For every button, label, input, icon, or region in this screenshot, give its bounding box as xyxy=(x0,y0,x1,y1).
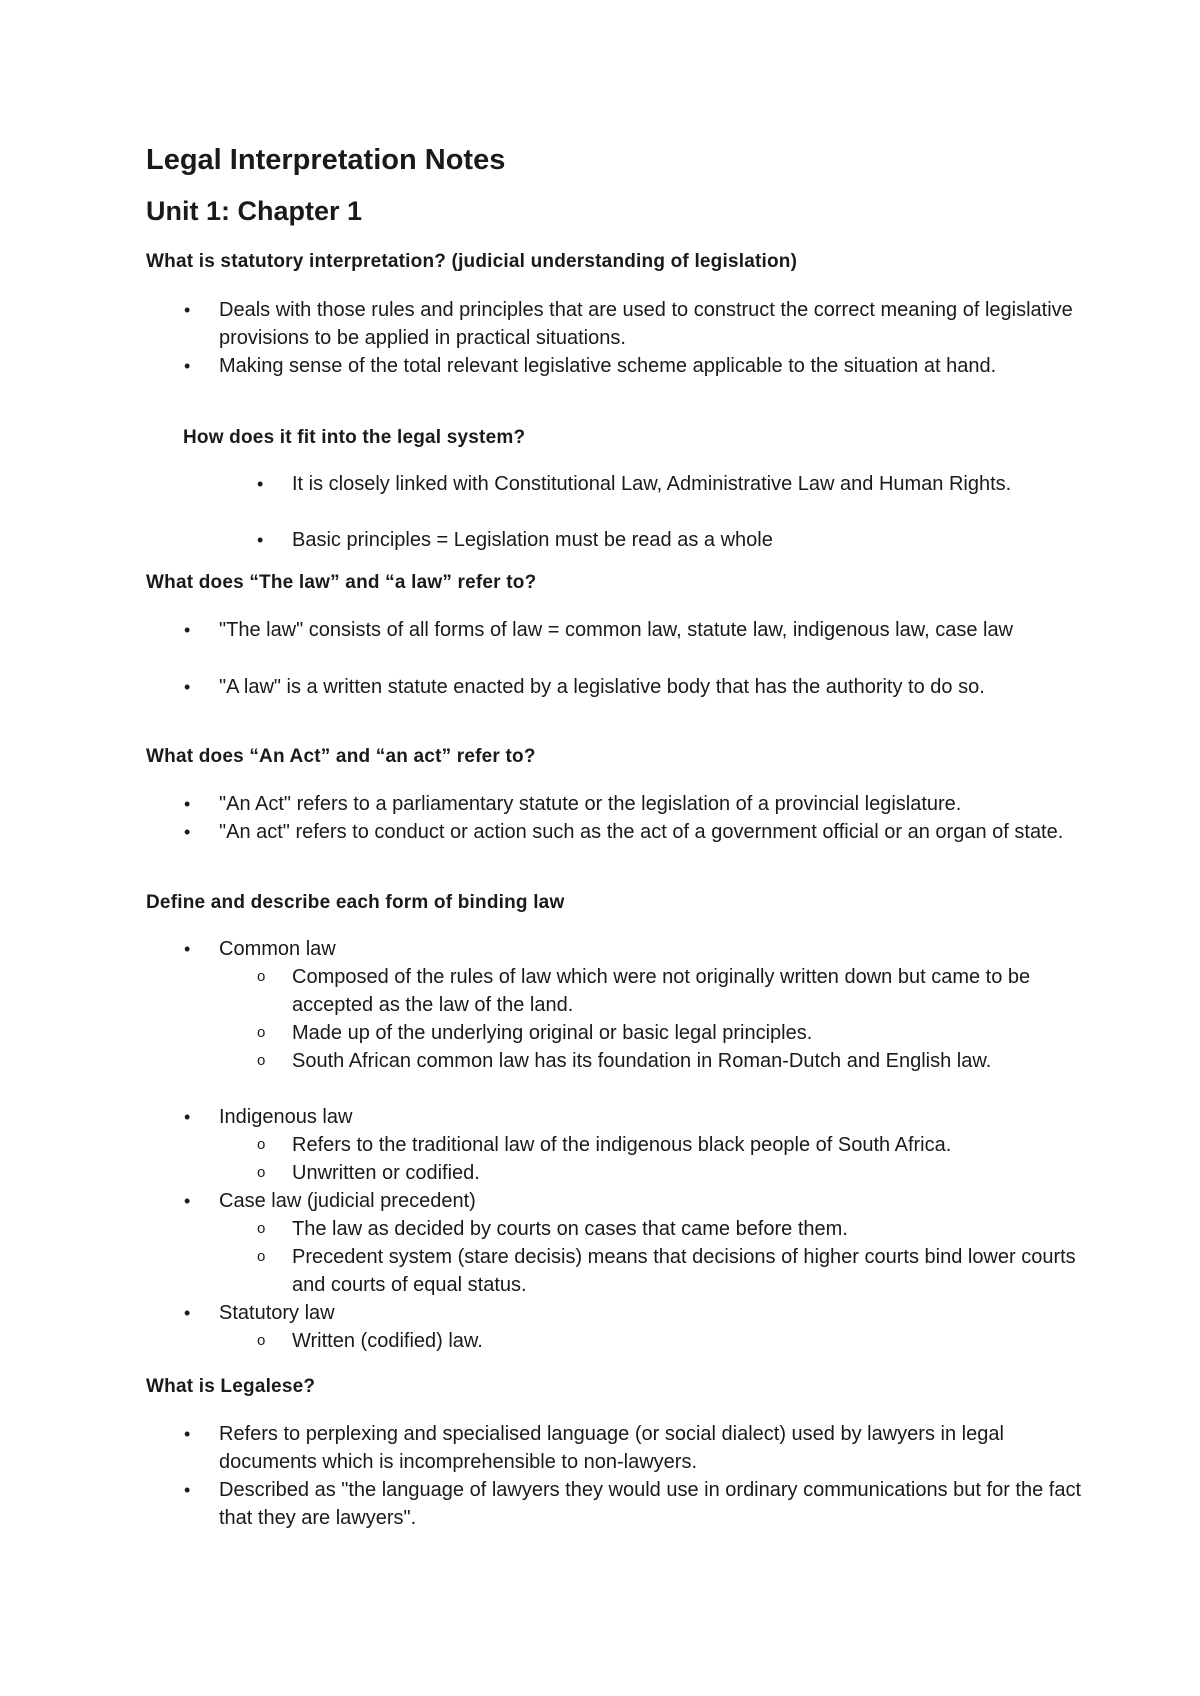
list-item: Common law xyxy=(219,938,336,960)
list-item: Case law (judicial precedent) xyxy=(219,1190,476,1212)
list-item: Deals with those rules and principles that are used to construct the correct meaning of legislative provisions to be applied in practical situations. xyxy=(219,299,1073,349)
sub-list-item: Precedent system (stare decisis) means that decisions of higher courts bind lower courts and courts of equal status. xyxy=(292,1246,1076,1296)
section-heading-legalese: What is Legalese? xyxy=(146,1376,316,1397)
list-item: Statutory law xyxy=(219,1302,335,1324)
bullet-icon: • xyxy=(257,530,264,550)
bullet-icon: • xyxy=(184,356,191,376)
section-heading-binding: Define and describe each form of binding law xyxy=(146,892,565,913)
sub-list-item: Unwritten or codified. xyxy=(292,1162,480,1184)
bullet-icon: • xyxy=(184,300,191,320)
section-heading-the-law: What does “The law” and “a law” refer to? xyxy=(146,572,537,593)
sub-list-item: South African common law has its foundation in Roman-Dutch and English law. xyxy=(292,1050,992,1072)
list-item: Basic principles = Legislation must be read as a whole xyxy=(292,529,773,551)
bullet-icon: • xyxy=(184,1480,191,1500)
section-heading-statutory: What is statutory interpretation? (judicial understanding of legislation) xyxy=(146,251,798,272)
bullet-icon: • xyxy=(184,1191,191,1211)
bullet-icon: • xyxy=(184,822,191,842)
sub-bullet-icon: o xyxy=(257,968,266,985)
sub-list-item: Refers to the traditional law of the indigenous black people of South Africa. xyxy=(292,1134,952,1156)
bullet-icon: • xyxy=(184,794,191,814)
bullet-icon: • xyxy=(184,677,191,697)
section-heading-fit: How does it fit into the legal system? xyxy=(183,427,526,448)
sub-bullet-icon: o xyxy=(257,1248,266,1265)
sub-bullet-icon: o xyxy=(257,1332,266,1349)
bullet-icon: • xyxy=(184,620,191,640)
list-item: "A law" is a written statute enacted by a legislative body that has the authority to do so. xyxy=(219,676,985,698)
sub-list-item: Written (codified) law. xyxy=(292,1330,483,1352)
list-item: Refers to perplexing and specialised language (or social dialect) used by lawyers in legal documents which is incomprehensible to non-lawyers. xyxy=(219,1423,1004,1473)
sub-bullet-icon: o xyxy=(257,1024,266,1041)
sub-bullet-icon: o xyxy=(257,1136,266,1153)
bullet-icon: • xyxy=(184,1303,191,1323)
document-subtitle: Unit 1: Chapter 1 xyxy=(146,196,363,226)
sub-bullet-icon: o xyxy=(257,1220,266,1237)
list-item: Indigenous law xyxy=(219,1106,353,1128)
list-item: Described as "the language of lawyers they would use in ordinary communications but for the fact that they are lawyers". xyxy=(219,1479,1082,1529)
list-item: "The law" consists of all forms of law = common law, statute law, indigenous law, case law xyxy=(219,619,1014,641)
sub-list-item: Composed of the rules of law which were not originally written down but came to be accepted as the law of the land. xyxy=(292,966,1031,1016)
list-item: Making sense of the total relevant legislative scheme applicable to the situation at hand. xyxy=(219,355,997,377)
bullet-icon: • xyxy=(257,474,264,494)
document-title: Legal Interpretation Notes xyxy=(146,144,506,176)
sub-list-item: Made up of the underlying original or basic legal principles. xyxy=(292,1022,813,1044)
bullet-icon: • xyxy=(184,1424,191,1444)
sub-bullet-icon: o xyxy=(257,1052,266,1069)
bullet-icon: • xyxy=(184,1107,191,1127)
list-item: It is closely linked with Constitutional Law, Administrative Law and Human Rights. xyxy=(292,473,1012,495)
sub-bullet-icon: o xyxy=(257,1164,266,1181)
list-item: "An Act" refers to a parliamentary statute or the legislation of a provincial legislature. xyxy=(219,793,962,815)
bullet-icon: • xyxy=(184,939,191,959)
sub-list-item: The law as decided by courts on cases that came before them. xyxy=(292,1218,848,1240)
list-item: "An act" refers to conduct or action such as the act of a government official or an organ of state. xyxy=(219,821,1064,843)
section-heading-act: What does “An Act” and “an act” refer to? xyxy=(146,746,536,767)
